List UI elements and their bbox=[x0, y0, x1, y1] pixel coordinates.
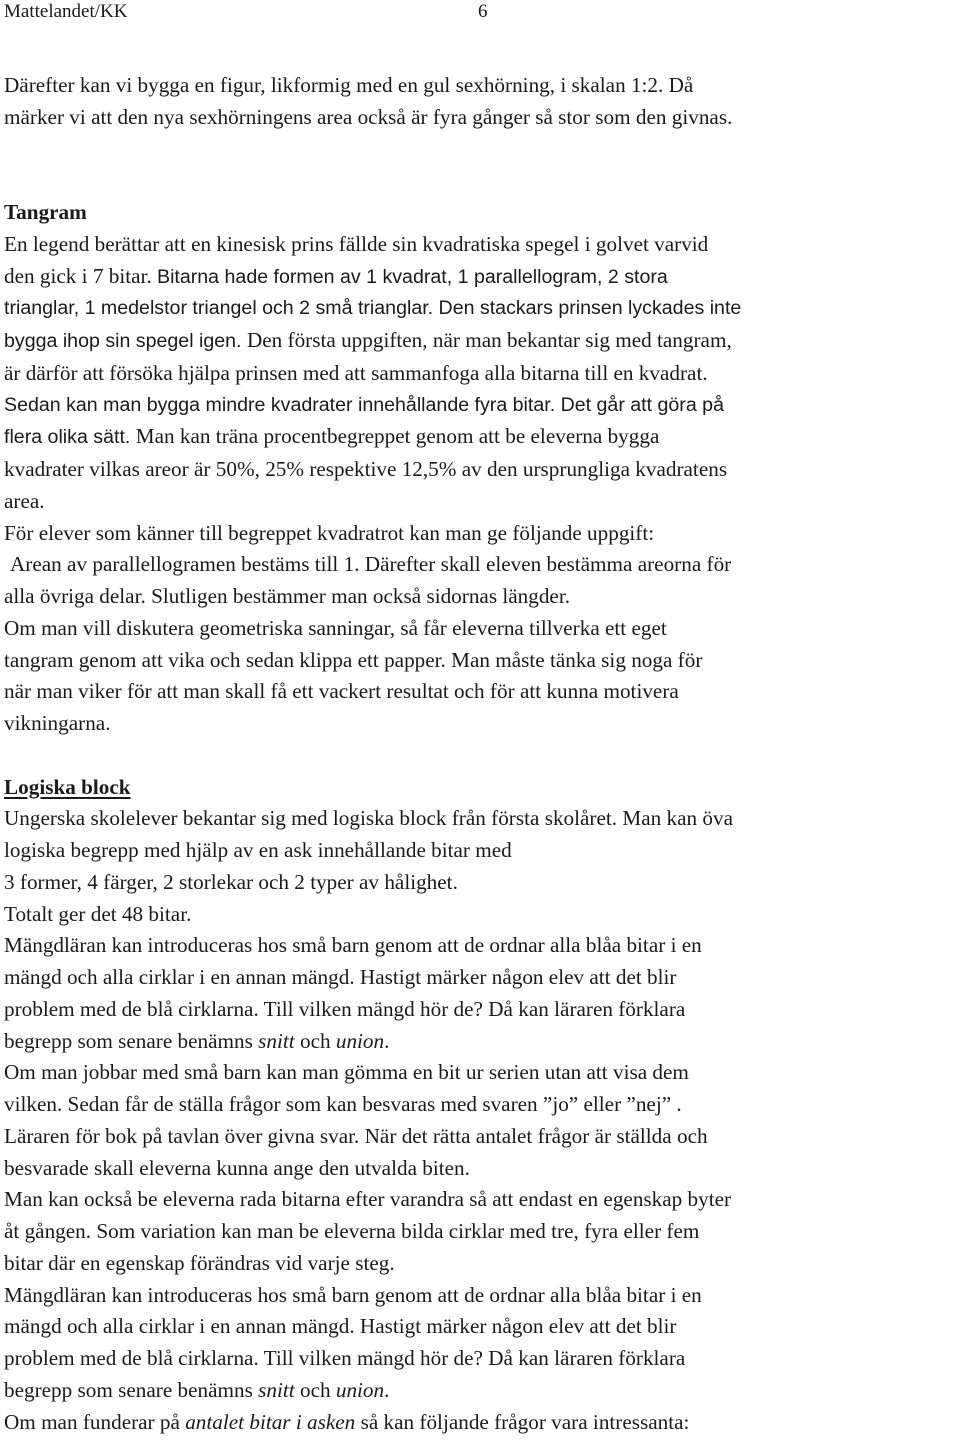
text-line: Ungerska skolelever bekantar sig med logiska block från första skolåret. Man kan öva bbox=[4, 806, 733, 831]
text-line: när man viker för att man skall få ett vackert resultat och för att kunna motivera bbox=[4, 679, 679, 704]
text-span: . bbox=[384, 1377, 390, 1402]
text-line: Om man vill diskutera geometriska sanningar, så får eleverna tillverka ett eget bbox=[4, 615, 667, 640]
text-span: den gick i 7 bitar. bbox=[4, 263, 157, 288]
intro-line: märker vi att den nya sexhörningens area också är fyra gånger så stor som den givnas. bbox=[4, 104, 733, 129]
text-span: och bbox=[294, 1377, 336, 1402]
term-antalet-bitar: antalet bitar i asken bbox=[185, 1409, 356, 1434]
term-union: union bbox=[335, 1028, 385, 1053]
text-line: besvarade skall eleverna kunna ange den utvalda biten. bbox=[4, 1155, 470, 1180]
text-line: Mängdläran kan introduceras hos små barn genom att de ordnar alla blåa bitar i en bbox=[4, 933, 702, 958]
text-span: Om man funderar på bbox=[4, 1409, 186, 1434]
term-union: union bbox=[335, 1377, 385, 1402]
text-line: är därför att försöka hjälpa prinsen med att sammanfoga alla bitarna till en kvadrat. bbox=[4, 360, 708, 385]
text-line: Om man jobbar med små barn kan man gömma en bit ur serien utan att visa dem bbox=[4, 1060, 689, 1085]
text-line: logiska begrepp med hjälp av en ask innehållande bitar med bbox=[4, 838, 512, 862]
text-span: och bbox=[294, 1028, 336, 1053]
text-line: kvadrater vilkas areor är 50%, 25% respektive 12,5% av den ursprungliga kvadratens bbox=[4, 457, 728, 481]
text-line: area. bbox=[4, 488, 45, 513]
text-line: problem med de blå cirklarna. Till vilken mängd hör de? Då kan läraren förklara bbox=[4, 1346, 686, 1370]
text-span: Man kan träna procentbegreppet genom att be eleverna bygga bbox=[135, 424, 660, 449]
text-line bbox=[4, 1407, 960, 1439]
body-text bbox=[4, 70, 960, 1438]
page-number: 6 bbox=[478, 1, 488, 22]
text-line: tangram genom att vika och sedan klippa ett papper. Man måste tänka sig noga för bbox=[4, 647, 703, 672]
text-line bbox=[4, 1375, 960, 1407]
text-line: alla övriga delar. Slutligen bestämmer man också sidornas längder. bbox=[4, 584, 571, 608]
section-heading-tangram: Tangram bbox=[4, 200, 87, 224]
text-span: begrepp som senare benämns bbox=[4, 1028, 259, 1053]
text-span: så kan följande frågor vara intressanta: bbox=[355, 1409, 690, 1434]
text-line: vikningarna. bbox=[4, 711, 111, 735]
running-header bbox=[4, 0, 954, 24]
text-span: Den första uppgiften, när man bekantar sig med tangram, bbox=[246, 328, 732, 352]
text-line bbox=[4, 421, 960, 454]
text-span: Bitarna hade formen av 1 kvadrat, 1 parallellogram, 2 stora bbox=[157, 265, 668, 288]
text-line: Läraren för bok på tavlan över givna svar. När det rätta antalet frågor är ställda och bbox=[4, 1123, 708, 1148]
text-line: trianglar, 1 medelstor triangel och 2 små trianglar. Den stackars prinsen lyckades inte bbox=[4, 297, 742, 320]
text-line: 3 former, 4 färger, 2 storlekar och 2 typer av hålighet. bbox=[4, 869, 458, 894]
section-heading-logiska-block: Logiska block bbox=[4, 774, 131, 799]
text-line: Sedan kan man bygga mindre kvadrater innehållande fyra bitar. Det går att göra på bbox=[4, 393, 724, 416]
text-line: För elever som känner till begreppet kvadratrot kan man ge följande uppgift: bbox=[4, 520, 655, 545]
text-line: Man kan också be eleverna rada bitarna efter varandra så att endast en egenskap byter bbox=[4, 1187, 732, 1212]
intro-line: Därefter kan vi bygga en figur, likformig med en gul sexhörning, i skalan 1:2. Då bbox=[4, 73, 694, 97]
text-line: Arean av parallellogramen bestäms till 1. Därefter skall eleven bestämma areorna för bbox=[10, 552, 732, 577]
text-line: vilken. Sedan får de ställa frågor som kan besvaras med svaren ”jo” eller ”nej” . bbox=[4, 1092, 682, 1116]
text-span: . bbox=[384, 1028, 390, 1053]
text-line bbox=[4, 1026, 960, 1058]
term-snitt: snitt bbox=[258, 1028, 295, 1053]
text-line: Totalt ger det 48 bitar. bbox=[4, 901, 192, 926]
text-line bbox=[4, 261, 960, 294]
text-span: flera olika sätt. bbox=[4, 426, 136, 449]
header-title: Mattelandet/KK bbox=[4, 1, 128, 22]
text-line: problem med de blå cirklarna. Till vilken mängd hör de? Då kan läraren förklara bbox=[4, 996, 686, 1021]
text-span: bygga ihop sin spegel igen. bbox=[4, 330, 247, 352]
text-line: En legend berättar att en kinesisk prins fällde sin kvadratiska spegel i golvet varvid bbox=[4, 231, 709, 256]
text-span: begrepp som senare benämns bbox=[4, 1377, 259, 1402]
text-line: mängd och alla cirklar i en annan mängd. Hastigt märker någon elev att det blir bbox=[4, 965, 677, 989]
term-snitt: snitt bbox=[258, 1377, 295, 1402]
text-line bbox=[4, 325, 960, 358]
text-line: åt gången. Som variation kan man be eleverna bilda cirklar med tre, fyra eller fem bbox=[4, 1219, 700, 1243]
text-line: mängd och alla cirklar i en annan mängd. Hastigt märker någon elev att det blir bbox=[4, 1314, 677, 1339]
text-line: bitar där en egenskap förändras vid varje steg. bbox=[4, 1250, 395, 1275]
text-line: Mängdläran kan introduceras hos små barn genom att de ordnar alla blåa bitar i en bbox=[4, 1282, 702, 1307]
